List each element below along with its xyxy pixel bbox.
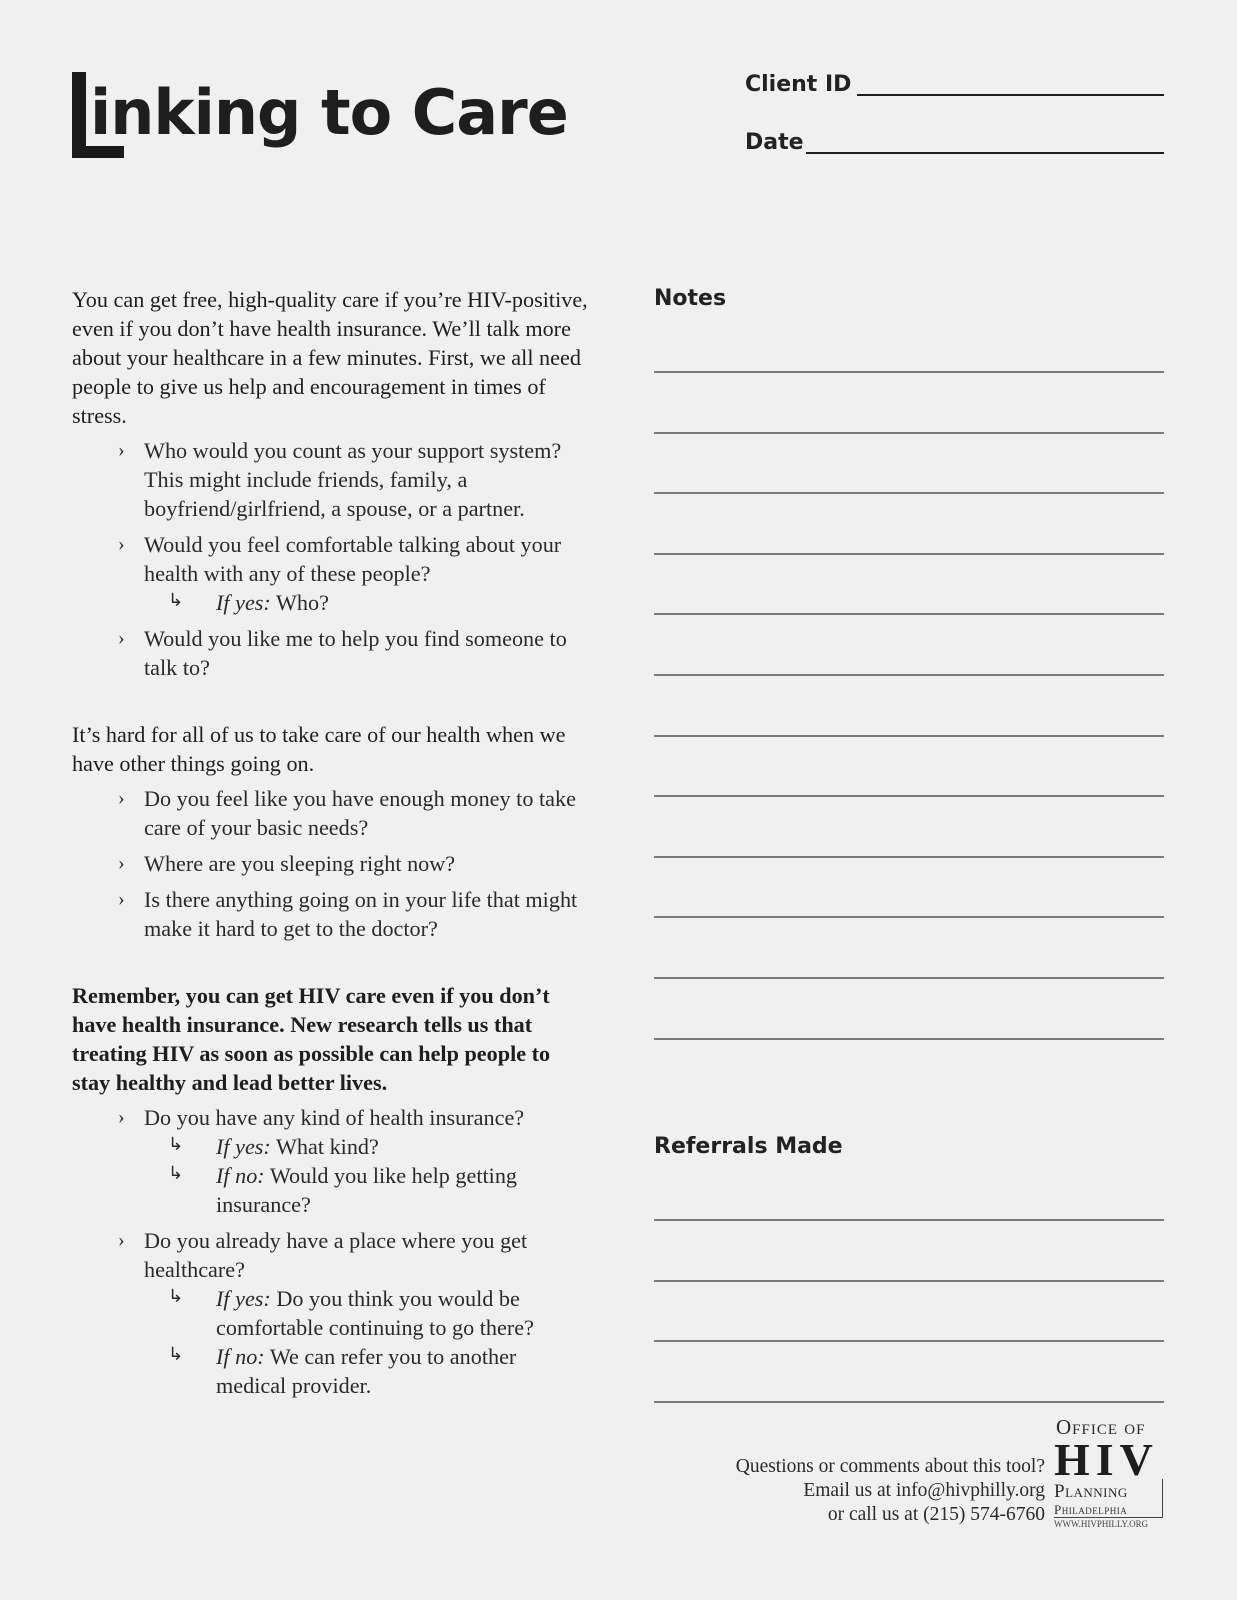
return-arrow-icon: ↳ bbox=[168, 590, 184, 611]
chevron-right-icon: › bbox=[118, 533, 125, 555]
section2-question-list bbox=[72, 784, 592, 943]
writing-line[interactable] bbox=[654, 432, 1164, 434]
writing-line[interactable] bbox=[654, 735, 1164, 737]
followup-line: ↳ If yes: Who? bbox=[72, 588, 592, 617]
writing-line[interactable] bbox=[654, 795, 1164, 797]
writing-line[interactable] bbox=[654, 916, 1164, 918]
title-text: inking to Care bbox=[90, 76, 568, 149]
chevron-right-icon: › bbox=[118, 787, 125, 809]
return-arrow-icon: ↳ bbox=[168, 1344, 184, 1365]
list-item: › Do you already have a place where you get healthcare? ↳ If yes: Do you think you would be comfortable continuing to go there? ↳ If no: We can refer you to another medical provider. bbox=[72, 1226, 592, 1400]
writing-line[interactable] bbox=[654, 1280, 1164, 1282]
writing-line[interactable] bbox=[654, 613, 1164, 615]
list-item: › Is there anything going on in your life that might make it hard to get to the doctor? bbox=[118, 887, 578, 941]
office-of-hiv-planning-logo: Office of HIV Planning Philadelphia WWW.HIVPHILLY.ORG bbox=[1054, 1415, 1164, 1530]
list-item: › Do you feel like you have enough money to take care of your basic needs? bbox=[118, 786, 576, 840]
list-item: › Would you like me to help you find someone to talk to? bbox=[118, 626, 567, 680]
notes-heading: Notes bbox=[654, 286, 727, 311]
chevron-right-icon: › bbox=[118, 1106, 125, 1128]
intro-question-list bbox=[72, 436, 592, 682]
writing-line[interactable] bbox=[654, 856, 1164, 858]
chevron-right-icon: › bbox=[118, 888, 125, 910]
section3-question-list bbox=[72, 1103, 592, 1400]
section3-paragraph: Remember, you can get HIV care even if you don’t have health insurance. New research tells us that treating HIV as soon as possible can help people to stay healthy and lead better lives. bbox=[72, 983, 551, 1095]
page-title bbox=[72, 68, 592, 163]
list-item: › Would you feel comfortable talking about your health with any of these people? ↳ If yes: Who? bbox=[72, 530, 592, 617]
footer-email: Email us at info@hivphilly.org bbox=[803, 1480, 1045, 1501]
return-arrow-icon: ↳ bbox=[168, 1134, 184, 1155]
writing-line[interactable] bbox=[654, 1340, 1164, 1342]
chevron-right-icon: › bbox=[118, 439, 125, 461]
writing-line[interactable] bbox=[654, 371, 1164, 373]
list-item: › Where are you sleeping right now? bbox=[118, 851, 456, 876]
return-arrow-icon: ↳ bbox=[168, 1286, 184, 1307]
client-id-label: Client ID bbox=[745, 72, 852, 97]
writing-line[interactable] bbox=[654, 1038, 1164, 1040]
chevron-right-icon: › bbox=[118, 852, 125, 874]
client-id-field[interactable] bbox=[857, 94, 1164, 96]
writing-line[interactable] bbox=[654, 674, 1164, 676]
footer-phone: or call us at (215) 574-6760 bbox=[827, 1504, 1045, 1525]
writing-line[interactable] bbox=[654, 492, 1164, 494]
chevron-right-icon: › bbox=[118, 627, 125, 649]
referrals-heading: Referrals Made bbox=[654, 1134, 843, 1159]
date-field[interactable] bbox=[806, 152, 1164, 154]
footer-contact bbox=[665, 1455, 1045, 1527]
writing-line[interactable] bbox=[654, 1219, 1164, 1221]
followup-line: ↳ If no: We can refer you to another medical provider. bbox=[72, 1342, 592, 1400]
writing-line[interactable] bbox=[654, 977, 1164, 979]
followup-line: ↳ If no: Would you like help getting insurance? bbox=[72, 1161, 592, 1219]
list-item: › Who would you count as your support system? This might include friends, family, a boyfriend/girlfriend, a spouse, or a partner. bbox=[118, 438, 562, 521]
intro-paragraph: You can get free, high-quality care if you’re HIV-positive, even if you don’t have health insurance. We’ll talk more about your healthcare in a few minutes. First, we all need people to give us help and encouragement in times of stress. bbox=[72, 287, 588, 428]
followup-line: ↳ If yes: Do you think you would be comfortable continuing to go there? bbox=[72, 1284, 592, 1342]
questions-column bbox=[72, 285, 592, 1407]
writing-line[interactable] bbox=[654, 1401, 1164, 1403]
section2-paragraph: It’s hard for all of us to take care of our health when we have other things going on. bbox=[72, 722, 566, 776]
return-arrow-icon: ↳ bbox=[168, 1163, 184, 1184]
followup-line: ↳ If yes: What kind? bbox=[72, 1132, 592, 1161]
chevron-right-icon: › bbox=[118, 1229, 125, 1251]
footer-line-1: Questions or comments about this tool? bbox=[735, 1456, 1045, 1477]
writing-line[interactable] bbox=[654, 553, 1164, 555]
list-item: › Do you have any kind of health insurance? ↳ If yes: What kind? ↳ If no: Would you like help getting insurance? bbox=[72, 1103, 592, 1219]
date-label: Date bbox=[745, 130, 804, 155]
